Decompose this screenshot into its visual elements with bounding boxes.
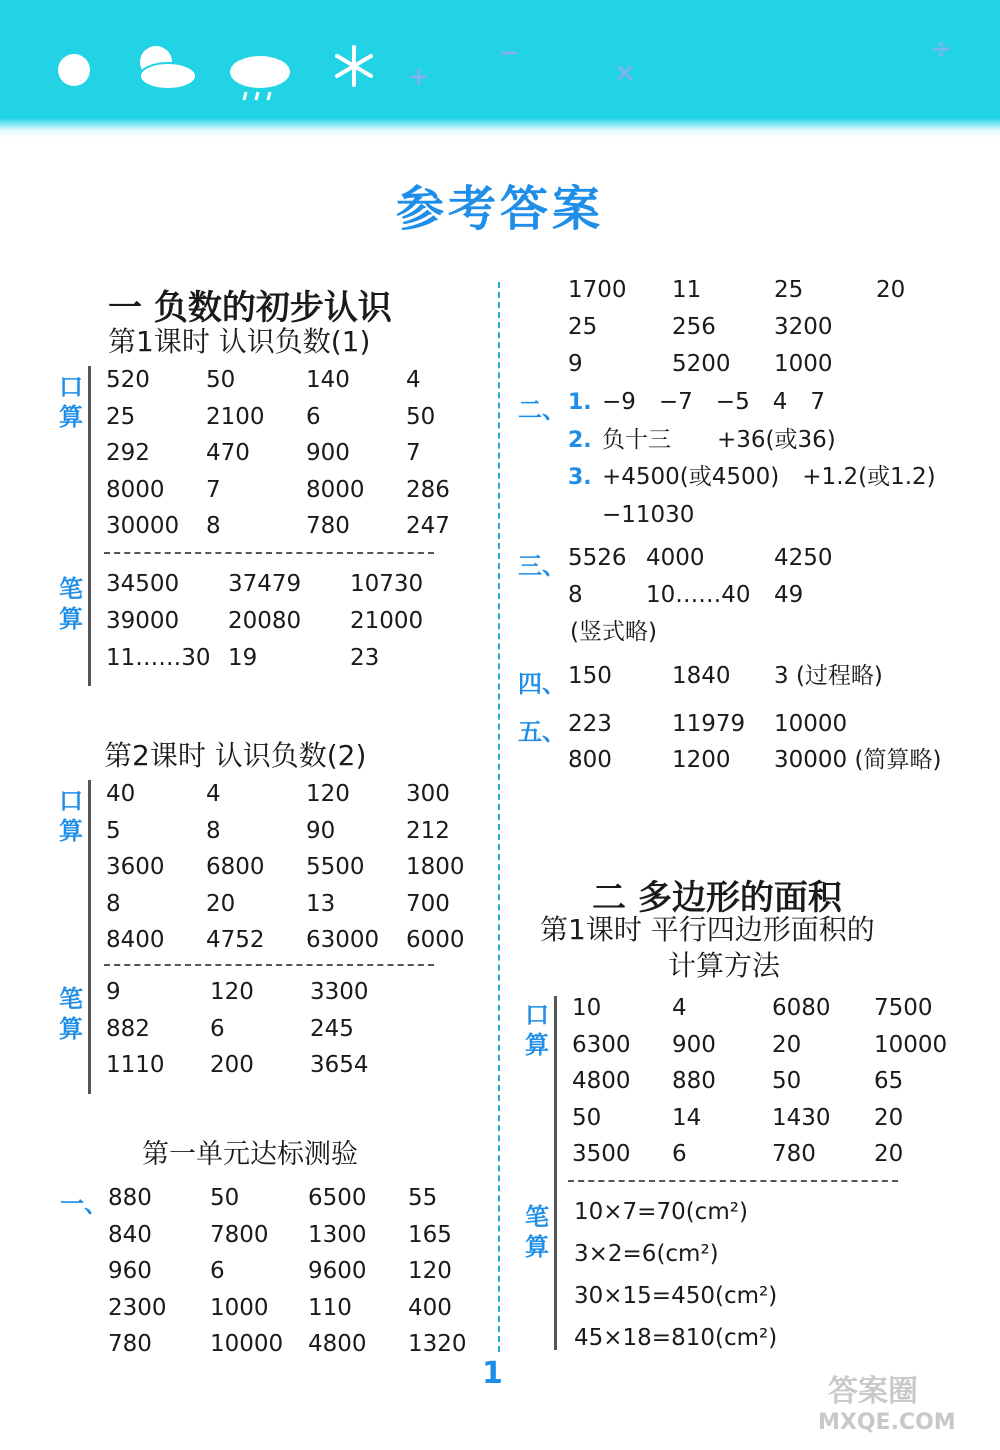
oral-label: 口算 (525, 1001, 549, 1059)
answer-cell: 300 (406, 781, 450, 807)
answer-cell: 6800 (206, 854, 265, 880)
answer-cell: 50 (572, 1104, 602, 1131)
answer-cell: 780 (772, 1141, 816, 1167)
note: (竖式略) (570, 619, 657, 645)
answer-cell: 10000 (874, 1031, 948, 1058)
answer-cell: 800 (568, 747, 612, 773)
answer-text: 负十三 +36(或36) (602, 426, 836, 453)
answer-cell: 6300 (572, 1031, 631, 1058)
answer-cell: 4 (206, 781, 221, 807)
answer-cell: 8 (568, 582, 583, 608)
answer-cell: 212 (406, 817, 450, 844)
answer-cell: 4 (406, 367, 421, 393)
answer-cell: 20 (874, 1141, 904, 1167)
answer-cell: 10000 (774, 711, 848, 737)
answer-cell: 7800 (210, 1221, 269, 1248)
answer-cell: 880 (672, 1068, 716, 1094)
answer-cell: 4000 (646, 545, 705, 571)
answer-cell: 4752 (206, 927, 265, 953)
answer-cell: 520 (106, 367, 150, 393)
answer-cell: 286 (406, 476, 450, 503)
answer-cell: 40 (106, 781, 136, 807)
answer-cell: 9600 (308, 1258, 367, 1284)
answer-cell: 14 (672, 1104, 702, 1131)
answer-cell: 6 (306, 403, 321, 430)
answer-cell: 30000 (106, 513, 180, 539)
section-rule (88, 366, 91, 686)
answer-cell: 11……30 (106, 645, 211, 671)
answer-cell: 150 (568, 663, 612, 689)
answer-cell: 1000 (210, 1294, 269, 1321)
answer-cell: 6 (210, 1015, 225, 1042)
dashed-separator (104, 964, 434, 966)
answer-cell: 30000 (简算略) (774, 747, 942, 773)
equation: 45×18=810(cm²) (574, 1325, 778, 1351)
answer-cell: 1800 (406, 854, 465, 880)
answer-cell: 4250 (774, 545, 833, 571)
answer-cell: 8 (206, 817, 221, 844)
answer-cell: 840 (108, 1221, 152, 1248)
answer-text: −9 −7 −5 4 7 (602, 389, 825, 415)
item-number: 2. (568, 427, 592, 453)
written-label: 笔算 (59, 575, 83, 633)
answer-cell: 5526 (568, 545, 627, 571)
answer-cell: 6 (672, 1141, 687, 1167)
minus-icon: − (498, 38, 520, 68)
answer-cell: 1320 (408, 1331, 467, 1357)
part-label: 二、 (518, 396, 566, 424)
answer-cell: 90 (306, 817, 336, 844)
answer-cell: 20 (206, 890, 236, 917)
answer-cell: 55 (408, 1185, 438, 1211)
answer-cell: 37479 (228, 571, 302, 597)
answer-cell: 245 (310, 1015, 354, 1042)
answer-cell: 6500 (308, 1185, 367, 1211)
answer-cell: 256 (672, 314, 716, 340)
answer-cell: 20 (772, 1031, 802, 1058)
answer-cell: 10 (572, 995, 602, 1021)
answer-cell: 120 (210, 979, 254, 1005)
answer-cell: 5200 (672, 351, 731, 377)
watermark-url: MXQE.COM (818, 1410, 956, 1435)
answer-cell: 34500 (106, 571, 180, 597)
answer-cell: 3654 (310, 1052, 369, 1078)
answer-cell: 3200 (774, 314, 833, 340)
answer-cell: 50 (210, 1185, 240, 1211)
sun-icon (54, 52, 94, 88)
answer-cell: 4 (672, 995, 687, 1021)
answer-cell: 1840 (672, 663, 731, 689)
answer-cell: 292 (106, 440, 150, 466)
chapter-heading: 二 多边形的面积 (592, 878, 842, 918)
answer-cell: 900 (306, 440, 350, 466)
written-label: 笔算 (59, 985, 83, 1043)
answer-cell: 50 (406, 403, 436, 430)
answer-cell: 1200 (672, 747, 731, 773)
item-number: 3. (568, 465, 592, 490)
answer-cell: 1700 (568, 277, 627, 303)
answer-cell: 120 (306, 781, 350, 807)
answer-cell: 50 (772, 1068, 802, 1094)
rain-cloud-icon (228, 48, 292, 104)
answer-cell: 1000 (774, 351, 833, 377)
equation: 30×15=450(cm²) (574, 1283, 778, 1309)
answer-cell: 2100 (206, 403, 265, 430)
dashed-separator (568, 1180, 898, 1182)
answer-cell: 8 (206, 513, 221, 539)
answer-cell: 1110 (106, 1052, 165, 1078)
answer-cell: 13 (306, 890, 336, 917)
part-label: 四、 (518, 670, 566, 698)
answer-cell: 63000 (306, 927, 380, 953)
answer-cell: 400 (408, 1294, 452, 1321)
sun-cloud-icon (130, 42, 198, 92)
answer-cell: 6 (210, 1258, 225, 1284)
answer-cell: 6000 (406, 927, 465, 953)
written-label: 笔算 (525, 1203, 549, 1261)
times-icon: × (614, 58, 636, 88)
answer-cell: 20 (876, 277, 906, 303)
answer-text: −11030 (602, 501, 695, 528)
answer-cell: 247 (406, 513, 450, 539)
chapter-heading: 一 负数的初步认识 (108, 288, 392, 328)
answer-cell: 25 (774, 277, 804, 303)
watermark-logo: 答案圈 (828, 1374, 918, 1409)
answer-cell: 200 (210, 1052, 254, 1078)
plus-icon: + (408, 62, 430, 92)
page-title: 参考答案 (395, 181, 604, 237)
answer-cell: 3600 (106, 854, 165, 880)
answer-cell: 9 (106, 979, 121, 1005)
answer-cell: 50 (206, 367, 236, 393)
answer-cell: 2300 (108, 1294, 167, 1321)
answer-cell: 960 (108, 1258, 152, 1284)
answer-cell: 9 (568, 351, 583, 377)
lesson-heading: 第2课时 认识负数(2) (104, 739, 367, 772)
answer-cell: 49 (774, 582, 804, 608)
answer-cell: 65 (874, 1068, 904, 1094)
answer-cell: 6080 (772, 995, 831, 1021)
answer-cell: 4800 (308, 1331, 367, 1357)
header-band-edge (0, 118, 1000, 138)
oral-label: 口算 (59, 787, 83, 845)
answer-cell: 3500 (572, 1141, 631, 1167)
answer-cell: 223 (568, 711, 612, 737)
divide-icon: ÷ (930, 34, 952, 64)
answer-cell: 21000 (350, 608, 424, 634)
answer-cell: 470 (206, 440, 250, 466)
dashed-separator (104, 552, 434, 554)
answer-cell: 39000 (106, 608, 180, 634)
answer-cell: 1300 (308, 1221, 367, 1248)
answer-text: +4500(或4500) +1.2(或1.2) (602, 464, 936, 490)
snowflake-icon (332, 44, 376, 88)
answer-cell: 120 (408, 1258, 452, 1284)
answer-cell: 25 (106, 403, 136, 430)
answer-cell: 780 (108, 1331, 152, 1357)
answer-cell: 8000 (106, 476, 165, 503)
answer-cell: 11979 (672, 711, 746, 737)
part-label: 一、 (60, 1190, 108, 1218)
lesson-heading: 第1课时 认识负数(1) (108, 325, 371, 358)
equation: 10×7=70(cm²) (574, 1199, 748, 1225)
answer-cell: 5 (106, 817, 121, 844)
answer-cell: 20 (874, 1104, 904, 1131)
answer-cell: 10730 (350, 571, 424, 597)
answer-cell: 700 (406, 890, 450, 917)
answer-cell: 25 (568, 314, 598, 340)
answer-cell: 23 (350, 645, 380, 671)
answer-cell: 8400 (106, 927, 165, 953)
answer-cell: 140 (306, 367, 350, 393)
answer-cell: 780 (306, 513, 350, 539)
answer-cell: 165 (408, 1221, 452, 1248)
answer-cell: 4800 (572, 1068, 631, 1094)
answer-cell: 8 (106, 890, 121, 917)
answer-cell: 3300 (310, 979, 369, 1005)
lesson-heading: 第1课时 平行四边形面积的 (540, 913, 875, 946)
answer-cell: 20080 (228, 608, 302, 634)
section-rule (88, 780, 91, 1094)
test-heading: 第一单元达标测验 (142, 1139, 358, 1170)
part-label: 五、 (518, 718, 566, 746)
item-number: 1. (568, 390, 592, 415)
answer-cell: 5500 (306, 854, 365, 880)
lesson-heading-cont: 计算方法 (668, 949, 781, 982)
answer-cell: 8000 (306, 476, 365, 503)
oral-label: 口算 (59, 373, 83, 431)
part-label: 三、 (518, 552, 566, 580)
answer-cell: 880 (108, 1185, 152, 1211)
page-number: 1 (482, 1356, 503, 1391)
answer-cell: 7 (406, 440, 421, 466)
answer-cell: 3 (过程略) (774, 663, 883, 689)
equation: 3×2=6(cm²) (574, 1241, 719, 1267)
answer-cell: 900 (672, 1031, 716, 1058)
answer-cell: 10000 (210, 1331, 284, 1357)
answer-cell: 19 (228, 645, 258, 671)
answer-cell: 882 (106, 1015, 150, 1042)
answer-cell: 10……40 (646, 582, 751, 608)
answer-cell: 110 (308, 1294, 352, 1321)
answer-cell: 1430 (772, 1104, 831, 1131)
answer-cell: 7500 (874, 995, 933, 1021)
answer-cell: 11 (672, 277, 702, 303)
section-rule (554, 996, 557, 1350)
column-divider (498, 282, 500, 1352)
answer-cell: 7 (206, 476, 221, 503)
